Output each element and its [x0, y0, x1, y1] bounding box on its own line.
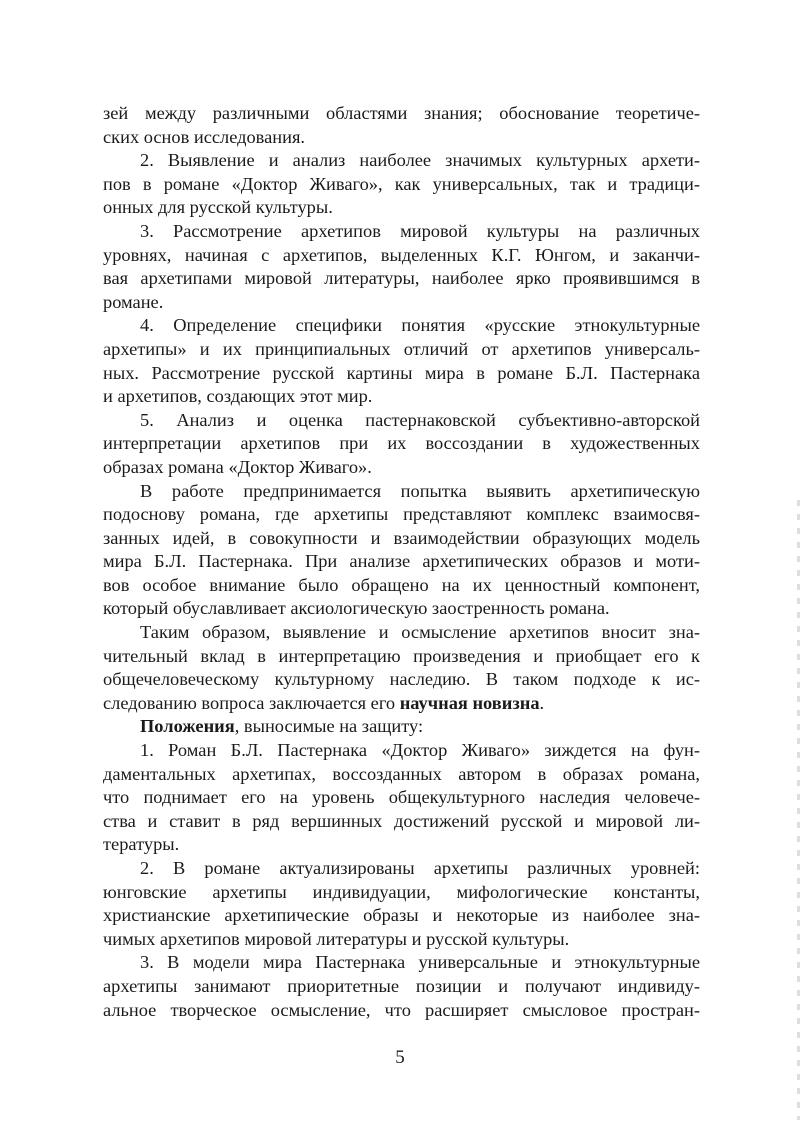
text-line: занных идей, в совокупности и взаимодействии образующих модель	[103, 527, 700, 548]
text-line: даментальных архетипах, воссозданных автором в образах романа,	[103, 763, 700, 784]
text-line: ских основ исследования.	[103, 126, 306, 147]
defense-provisions-heading	[103, 715, 700, 739]
text-line: архетипы» и их принципиальных отличий от архетипов универсаль-	[103, 338, 700, 359]
body-text	[103, 102, 700, 1022]
text-line: романе.	[103, 291, 164, 312]
text-line: чимых архетипов мировой литературы и русской культуры.	[103, 928, 570, 949]
text-line: 5. Анализ и оценка пастернаковской субъективно-авторской	[140, 409, 700, 430]
provisions-rest: , выносимые на защиту:	[234, 716, 424, 737]
text-line: общечеловеческому культурному наследию. В таком подходе к ис-	[103, 669, 700, 690]
text-line: и архетипов, создающих этот мир.	[103, 386, 373, 407]
text-line: ных. Рассмотрение русской картины мира в романе Б.Л. Пастернака	[103, 362, 700, 383]
text-line: ства и ставит в ряд вершинных достижений русской и мировой ли-	[103, 810, 700, 831]
text-line: пов в романе «Доктор Живаго», как универсальных, так и традици-	[103, 173, 700, 194]
text-line: образах романа «Доктор Живаго».	[103, 456, 372, 477]
paragraph-continuation	[103, 102, 700, 149]
novelty-period: .	[539, 692, 545, 713]
text-line: Таким образом, выявление и осмысление архетипов вносит зна-	[140, 622, 700, 643]
task-item-5	[103, 409, 700, 480]
text-line: онных для русской культуры.	[103, 197, 333, 218]
provisions-term: Положения	[140, 716, 235, 737]
text-line: чительный вклад в интерпретацию произведения и приобщает его к	[103, 645, 700, 666]
text-line: архетипы занимают приоритетные позиции и получают индивиду-	[103, 975, 700, 996]
text-line: вов особое внимание было обращено на их ценностный компонент,	[103, 574, 700, 595]
provision-item-2	[103, 857, 700, 951]
provision-item-1	[103, 739, 700, 857]
text-line: уровнях, начиная с архетипов, выделенных К.Г. Юнгом, и заканчи-	[103, 244, 700, 265]
text-line: подоснову романа, где архетипы представляют комплекс взаимосвя-	[103, 504, 700, 525]
text-line: христианские архетипические образы и некоторые из наиболее зна-	[103, 905, 700, 926]
page-number: 5	[395, 1047, 405, 1068]
text-line: вая архетипами мировой литературы, наиболее ярко проявившимся в	[103, 268, 700, 289]
novelty-lead-text: следованию вопроса заключается его	[103, 692, 400, 713]
task-item-2	[103, 149, 700, 220]
task-item-3	[103, 220, 700, 314]
scientific-novelty-term: научная новизна	[399, 692, 540, 713]
paragraph-novelty	[103, 621, 700, 715]
text-line: что поднимает его на уровень общекультурного наследия человече-	[103, 787, 700, 808]
text-line: тературы.	[103, 834, 180, 855]
text-line: 2. Выявление и анализ наиболее значимых культурных архети-	[140, 150, 700, 171]
provision-item-3	[103, 951, 700, 1022]
text-line	[103, 692, 700, 716]
task-item-4	[103, 314, 700, 408]
text-line: 3. В модели мира Пастернака универсальные и этнокультурные	[140, 952, 700, 973]
text-line: зей между различными областями знания; обоснование теоретиче-	[103, 103, 700, 123]
paragraph-attempt	[103, 480, 700, 622]
text-line: 3. Рассмотрение архетипов мировой культуры на различных	[140, 220, 700, 241]
text-line	[103, 715, 700, 739]
text-line: альное творческое осмысление, что расширяет смысловое простран-	[103, 999, 700, 1020]
text-line: 1. Роман Б.Л. Пастернака «Доктор Живаго» зиждется на фун-	[140, 740, 700, 761]
text-line: который обуславливает аксиологическую заостренность романа.	[103, 598, 610, 619]
text-line: 4. Определение специфики понятия «русские этнокультурные	[140, 315, 700, 336]
text-line: мира Б.Л. Пастернака. При анализе архетипических образов и моти-	[103, 551, 700, 572]
text-line: интерпретации архетипов при их воссоздании в художественных	[103, 433, 700, 454]
text-line: юнговские архетипы индивидуации, мифологические константы,	[103, 881, 700, 902]
text-line: В работе предпринимается попытка выявить архетипическую	[140, 480, 700, 501]
text-line: 2. В романе актуализированы архетипы различных уровней:	[140, 858, 700, 878]
